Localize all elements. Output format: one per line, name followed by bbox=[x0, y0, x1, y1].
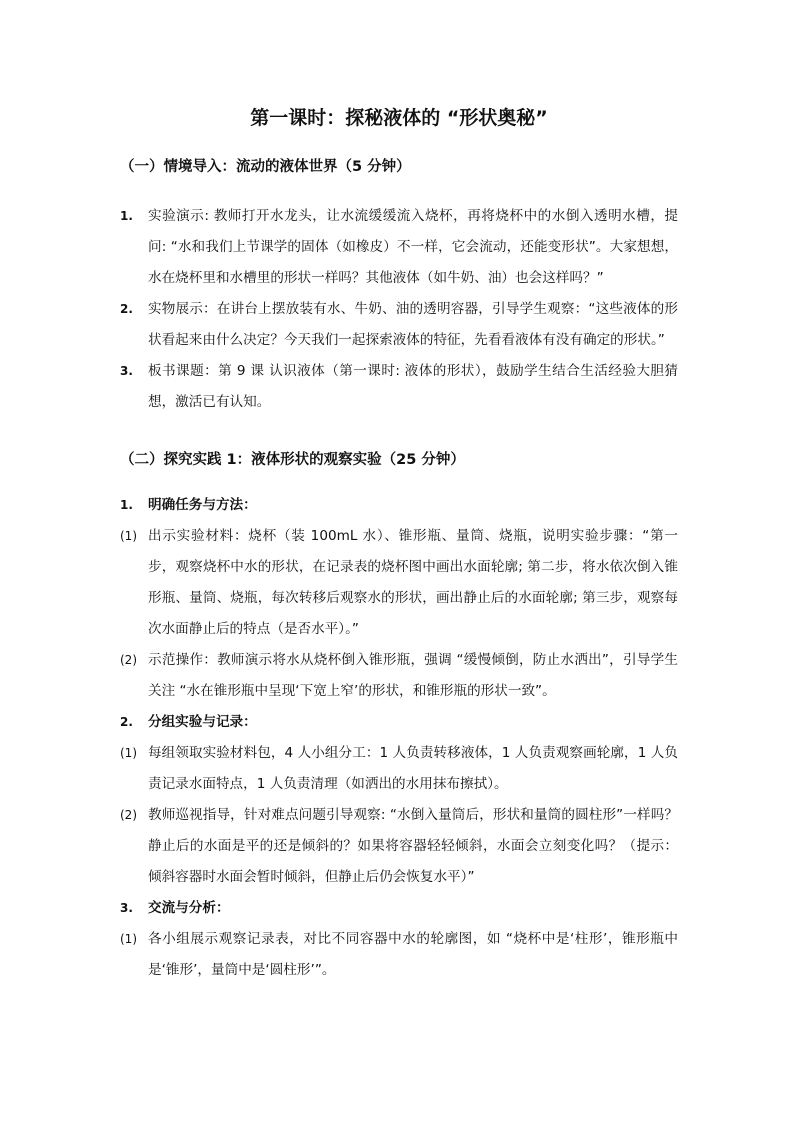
item-text: 实物展示：在讲台上摆放装有水、牛奶、油的透明容器，引导学生观察：“这些液体的形状看起来由什么决定？今天我们一起探索液体的特征，先看看液体有没有确定的形状。” bbox=[148, 301, 678, 348]
section-heading-2: （二）探究实践 1：液体形状的观察实验（25 分钟） bbox=[120, 452, 465, 468]
item-number: (1) bbox=[120, 529, 137, 543]
list-item bbox=[120, 521, 678, 645]
list-item bbox=[120, 490, 678, 521]
item-text: 每组领取实验材料包，4 人小组分工：1 人负责转移液体，1 人负责观察画轮廓，1 人负责记录水面特点，1 人负责清理（如洒出的水用抹布擦拭）。 bbox=[148, 745, 678, 792]
item-text: 分组实验与记录： bbox=[148, 714, 257, 730]
item-number: 2. bbox=[120, 302, 133, 316]
item-number: (1) bbox=[120, 932, 137, 946]
item-number: 2. bbox=[120, 715, 133, 729]
list-item bbox=[120, 356, 678, 418]
item-text: 实验演示: 教师打开水龙头，让水流缓缓流入烧杯，再将烧杯中的水倒入透明水槽，提问: “水和我们上节课学的固体（如橡皮）不一样，它会流动，还能变形状”。大家想想，水在烧杯里和水槽里的形状一样吗？其他液体（如牛奶、油）也会这样吗？” bbox=[148, 208, 678, 286]
list-item bbox=[120, 294, 678, 356]
item-text: 板书课题：第 9 课 认识液体（第一课时: 液体的形状），鼓励学生结合生活经验大胆猜想，激活已有认知。 bbox=[148, 363, 678, 410]
item-text: 示范操作：教师演示将水从烧杯倒入锥形瓶，强调 “缓慢倾倒，防止水洒出”，引导学生关注 “水在锥形瓶中呈现‘下宽上窄’的形状，和锥形瓶的形状一致”。 bbox=[148, 652, 678, 699]
page-title: 第一课时：探秘液体的 “形状奥秘” bbox=[250, 107, 548, 129]
item-number: 3. bbox=[120, 364, 133, 378]
item-number: (1) bbox=[120, 746, 137, 760]
list-item bbox=[120, 893, 678, 924]
item-text: 交流与分析： bbox=[148, 900, 230, 916]
item-number: (2) bbox=[120, 653, 137, 667]
item-text: 明确任务与方法： bbox=[148, 497, 257, 513]
section-heading-1: （一）情境导入：流动的液体世界（5 分钟） bbox=[120, 159, 411, 175]
item-number: (2) bbox=[120, 808, 137, 822]
section-1-list bbox=[120, 201, 678, 418]
item-text: 出示实验材料：烧杯（装 100mL 水）、锥形瓶、量筒、烧瓶，说明实验步骤：“第一步，观察烧杯中水的形状，在记录表的烧杯图中画出水面轮廓; 第二步，将水依次倒入锥形瓶、量筒、烧瓶，每次转移后观察水的形状，画出静止后的水面轮廓; 第三步，观察每次水面静止后的特点（是否水平）。” bbox=[148, 528, 678, 637]
list-item bbox=[120, 924, 678, 986]
item-number: 3. bbox=[120, 901, 133, 915]
list-item bbox=[120, 707, 678, 738]
list-item bbox=[120, 645, 678, 707]
list-item bbox=[120, 800, 678, 893]
item-number: 1. bbox=[120, 209, 133, 223]
item-text: 各小组展示观察记录表，对比不同容器中水的轮廓图，如 “烧杯中是‘柱形’，锥形瓶中是‘锥形’，量筒中是‘圆柱形’”。 bbox=[148, 931, 678, 978]
list-item bbox=[120, 738, 678, 800]
list-item bbox=[120, 201, 678, 294]
item-number: 1. bbox=[120, 498, 133, 512]
item-text: 教师巡视指导，针对难点问题引导观察: “水倒入量筒后，形状和量筒的圆柱形”一样吗？静止后的水面是平的还是倾斜的？如果将容器轻轻倾斜，水面会立刻变化吗？（提示：倾斜容器时水面会暂时倾斜，但静止后仍会恢复水平）” bbox=[148, 807, 678, 885]
section-2-list bbox=[120, 490, 678, 986]
